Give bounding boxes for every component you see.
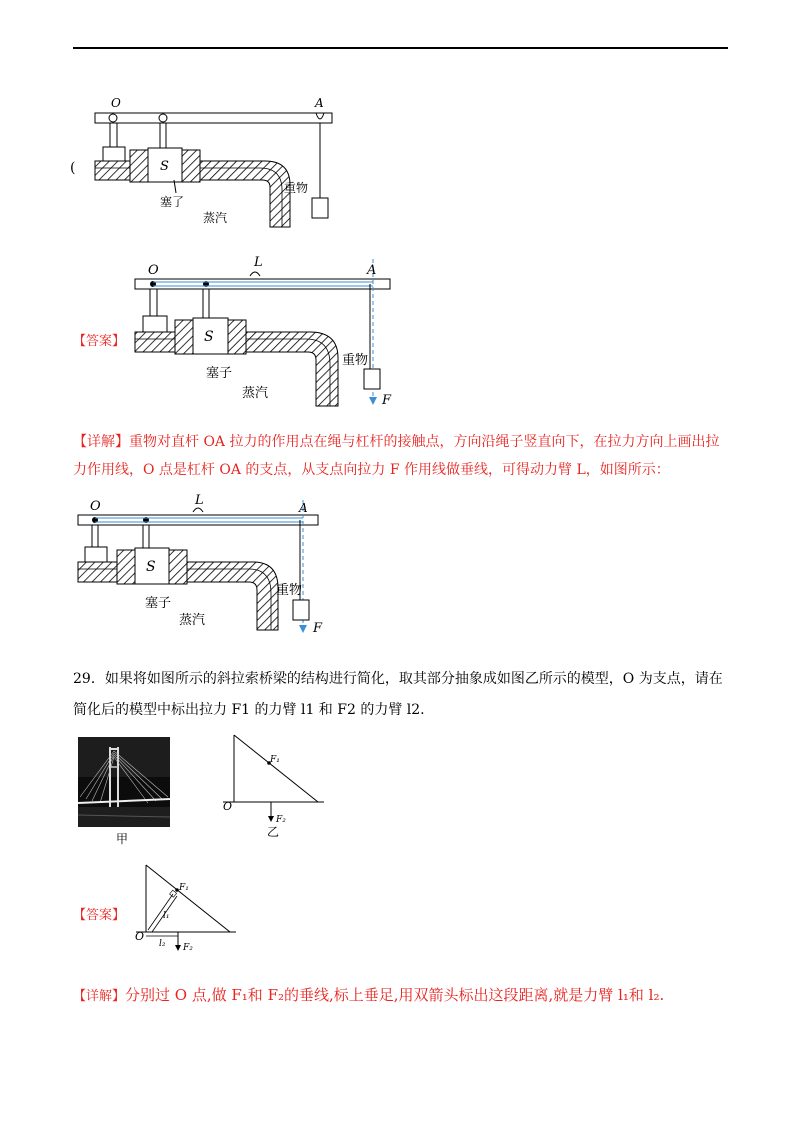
answer-tag: 【答案】 [73, 334, 126, 349]
q29-line2: 简化后的模型中标出拉力 F1 的力臂 l1 和 F2 的力臂 l2. [73, 702, 425, 718]
label-f: F [382, 393, 392, 408]
label-steam: 蒸汽 [242, 386, 269, 401]
label-plug: 塞子 [145, 596, 172, 611]
label-weight: 重物 [284, 181, 309, 195]
explain-tag-2: 【详解】 [73, 989, 126, 1004]
label-a: A [367, 263, 377, 278]
bridge-model-answer [133, 860, 248, 955]
label-l: L [254, 255, 263, 270]
explain1-line1: 重物对直杆 OA 拉力的作用点在绳与杠杆的接触点，方向沿绳子竖直向下，在拉力方向上画出拉 [129, 434, 720, 450]
label-l2: l₂ [159, 939, 166, 949]
label-f: F [313, 621, 323, 636]
label-plug: 塞子 [206, 366, 233, 381]
explanation-2 [73, 982, 743, 1010]
question-29 [73, 664, 733, 726]
label-weight: 重物 [276, 583, 303, 598]
explain1-line2: 力作用线，O 点是杠杆 OA 的支点，从支点向拉力 F 作用线做垂线，可得动力臂 L，如图所示： [73, 462, 670, 478]
q29-line1: 29．如果将如图所示的斜拉索桥梁的结构进行简化，取其部分抽象成如图乙所示的模型，O 为支点，请在 [73, 671, 723, 687]
label-a: A [315, 96, 324, 110]
label-s: S [146, 559, 156, 575]
label-o: O [90, 499, 101, 514]
label-yi: 乙 [267, 825, 280, 839]
label-o: O [111, 96, 121, 110]
label-steam: 蒸汽 [203, 211, 228, 225]
label-l: L [195, 493, 204, 508]
label-jia: 甲 [116, 832, 129, 846]
explain2-text: 分别过 O 点,做 F₁和 F₂的垂线,标上垂足,用双箭头标出这段距离,就是力臂 l₁和 l₂. [125, 986, 665, 1004]
label-o: O [135, 930, 145, 943]
label-l1: l₁ [163, 911, 170, 921]
label-f2: F₂ [276, 815, 286, 825]
bridge-photo [78, 737, 170, 847]
stray-bracket: ( [70, 160, 76, 176]
label-s: S [160, 159, 169, 174]
figure-lever-detail [73, 490, 343, 640]
label-s: S [204, 329, 214, 345]
label-o: O [223, 800, 233, 813]
label-f1: F₁ [179, 883, 189, 893]
figure-lever-answer [130, 254, 400, 409]
label-o: O [148, 263, 159, 278]
label-weight: 重物 [342, 353, 369, 368]
header-rule [73, 47, 728, 49]
explanation-1 [73, 428, 733, 484]
label-a: A [299, 501, 308, 515]
figure-lever-original [90, 95, 350, 230]
answer-tag-2: 【答案】 [73, 908, 126, 923]
label-steam: 蒸汽 [179, 613, 206, 628]
label-f2: F₂ [183, 943, 193, 953]
bridge-model [218, 730, 333, 840]
explain-tag: 【详解】 [73, 434, 129, 450]
label-f1: F₁ [270, 755, 280, 765]
label-plug: 塞了 [160, 195, 185, 209]
